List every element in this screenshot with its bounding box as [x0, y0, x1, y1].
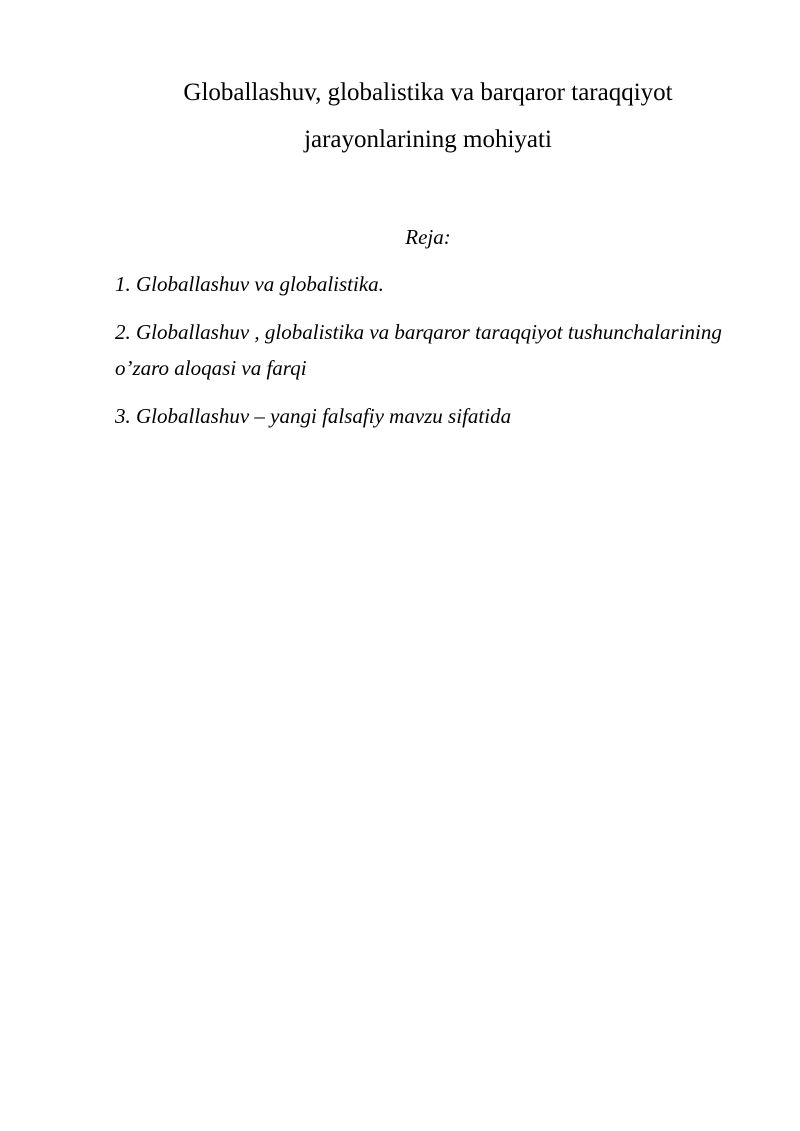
plan-item-2-line-2: o’zaro aloqasi va farqi — [115, 356, 307, 380]
plan-item-3: 3. Globallashuv – yangi falsafiy mavzu sifatida — [115, 404, 512, 428]
document-title-line-1: Globallashuv, globalistika va barqaror taraqqiyot — [183, 79, 673, 106]
plan-item-1: 1. Globallashuv va globalistika. — [115, 272, 384, 296]
document-title-line-2: jarayonlarining mohiyati — [304, 126, 552, 153]
plan-heading: Reja: — [405, 225, 451, 249]
plan-item-2-line-1: 2. Globallashuv , globalistika va barqaror taraqqiyot tushunchalarining — [115, 320, 722, 344]
